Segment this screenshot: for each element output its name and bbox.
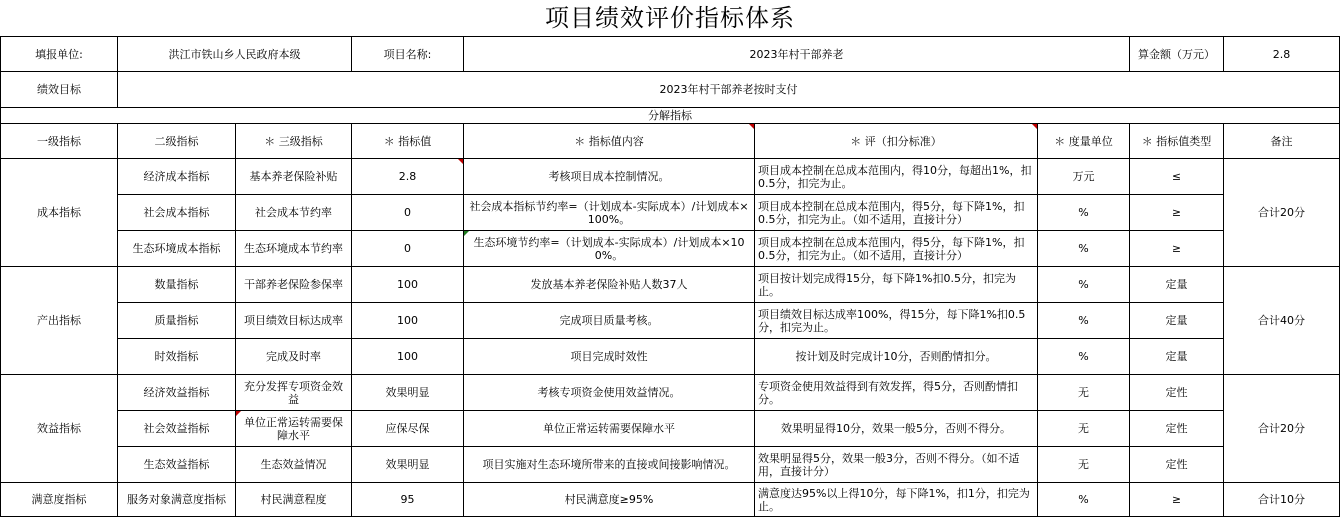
note-cell: 合计40分	[1224, 267, 1340, 375]
note-cell: 合计20分	[1224, 375, 1340, 483]
level2-cell: 生态效益指标	[118, 447, 236, 483]
standard-cell: 项目成本控制在总成本范围内，得10分，每超出1%，扣0.5分，扣完为止。	[755, 159, 1038, 195]
level2-cell: 经济效益指标	[118, 375, 236, 411]
type-cell: 定性	[1130, 447, 1224, 483]
level1-cell: 产出指标	[1, 267, 118, 375]
unit-cell: %	[1038, 231, 1130, 267]
type-cell: ≥	[1130, 483, 1224, 517]
type-cell: ≤	[1130, 159, 1224, 195]
type-cell: 定量	[1130, 267, 1224, 303]
level3-cell: 生态环境成本节约率	[236, 231, 352, 267]
note-cell: 合计10分	[1224, 483, 1340, 517]
unit-value: 洪江市铁山乡人民政府本级	[118, 37, 352, 72]
unit-cell: %	[1038, 267, 1130, 303]
note-cell: 合计20分	[1224, 159, 1340, 267]
level2-cell: 数量指标	[118, 267, 236, 303]
column-header-row	[1, 124, 1340, 159]
level3-cell: 村民满意程度	[236, 483, 352, 517]
unit-cell: 无	[1038, 447, 1130, 483]
section-row	[1, 108, 1340, 124]
content-cell: 考核项目成本控制情况。	[464, 159, 755, 195]
unit-cell: 无	[1038, 411, 1130, 447]
level2-cell: 时效指标	[118, 339, 236, 375]
type-cell: 定性	[1130, 411, 1224, 447]
level3-cell: 基本养老保险补贴	[236, 159, 352, 195]
column-header: ＊ 指标值类型	[1130, 124, 1224, 159]
unit-cell: %	[1038, 303, 1130, 339]
table-row	[1, 303, 1340, 339]
level3-cell: 项目绩效目标达成率	[236, 303, 352, 339]
type-cell: ≥	[1130, 231, 1224, 267]
page-title: 项目绩效评价指标体系	[545, 4, 795, 32]
content-cell: 单位正常运转需要保障水平	[464, 411, 755, 447]
unit-cell: 万元	[1038, 159, 1130, 195]
value-cell: 2.8	[352, 159, 464, 195]
unit-cell: %	[1038, 339, 1130, 375]
content-cell: 村民满意度≥95%	[464, 483, 755, 517]
content-cell: 社会成本指标节约率=（计划成本-实际成本）/计划成本×100%。	[464, 195, 755, 231]
column-header: 一级指标	[1, 124, 118, 159]
value-cell: 100	[352, 303, 464, 339]
standard-cell: 满意度达95%以上得10分，每下降1%，扣1分，扣完为止。	[755, 483, 1038, 517]
type-cell: 定量	[1130, 339, 1224, 375]
level3-cell: 完成及时率	[236, 339, 352, 375]
goal-label: 绩效目标	[1, 72, 118, 108]
level2-cell: 质量指标	[118, 303, 236, 339]
value-cell: 效果明显	[352, 375, 464, 411]
table-row	[1, 411, 1340, 447]
table-row	[1, 375, 1340, 411]
project-value: 2023年村干部养老	[464, 37, 1130, 72]
level1-cell: 成本指标	[1, 159, 118, 267]
level2-cell: 社会成本指标	[118, 195, 236, 231]
value-cell: 0	[352, 231, 464, 267]
level2-cell: 社会效益指标	[118, 411, 236, 447]
table-row	[1, 195, 1340, 231]
content-cell: 项目完成时效性	[464, 339, 755, 375]
type-cell: ≥	[1130, 195, 1224, 231]
standard-cell: 项目成本控制在总成本范围内，得5分，每下降1%，扣0.5分，扣完为止。（如不适用，直接计分）	[755, 231, 1038, 267]
level1-cell: 效益指标	[1, 375, 118, 483]
value-cell: 0	[352, 195, 464, 231]
column-header: 二级指标	[118, 124, 236, 159]
goal-row	[1, 72, 1340, 108]
level3-cell: 干部养老保险参保率	[236, 267, 352, 303]
table-row	[1, 159, 1340, 195]
goal-value: 2023年村干部养老按时支付	[118, 72, 1340, 108]
indicator-table	[0, 36, 1340, 517]
level3-cell: 生态效益情况	[236, 447, 352, 483]
value-cell: 95	[352, 483, 464, 517]
level3-cell: 社会成本节约率	[236, 195, 352, 231]
level3-cell: 充分发挥专项资金效益	[236, 375, 352, 411]
standard-cell: 专项资金使用效益得到有效发挥，得5分，否则酌情扣分。	[755, 375, 1038, 411]
level1-cell: 满意度指标	[1, 483, 118, 517]
level2-cell: 服务对象满意度指标	[118, 483, 236, 517]
content-cell: 完成项目质量考核。	[464, 303, 755, 339]
unit-cell: 无	[1038, 375, 1130, 411]
header-row	[1, 37, 1340, 72]
value-cell: 100	[352, 267, 464, 303]
project-label: 项目名称:	[352, 37, 464, 72]
unit-cell: %	[1038, 483, 1130, 517]
unit-label: 填报单位:	[1, 37, 118, 72]
content-cell: 生态环境节约率=（计划成本-实际成本）/计划成本×100%。	[464, 231, 755, 267]
column-header: ＊ 三级指标	[236, 124, 352, 159]
column-header: ＊ 指标值	[352, 124, 464, 159]
table-row	[1, 339, 1340, 375]
content-cell: 项目实施对生态环境所带来的直接或间接影响情况。	[464, 447, 755, 483]
column-header: ＊ 度量单位	[1038, 124, 1130, 159]
budget-value: 2.8	[1224, 37, 1340, 72]
content-cell: 考核专项资金使用效益情况。	[464, 375, 755, 411]
table-row	[1, 267, 1340, 303]
level2-cell: 生态环境成本指标	[118, 231, 236, 267]
table-row	[1, 231, 1340, 267]
standard-cell: 按计划及时完成计10分，否则酌情扣分。	[755, 339, 1038, 375]
value-cell: 100	[352, 339, 464, 375]
value-cell: 效果明显	[352, 447, 464, 483]
standard-cell: 效果明显得10分，效果一般5分，否则不得分。	[755, 411, 1038, 447]
type-cell: 定量	[1130, 303, 1224, 339]
table-row	[1, 483, 1340, 517]
level2-cell: 经济成本指标	[118, 159, 236, 195]
unit-cell: %	[1038, 195, 1130, 231]
standard-cell: 效果明显得5分，效果一般3分，否则不得分。（如不适用，直接计分）	[755, 447, 1038, 483]
type-cell: 定性	[1130, 375, 1224, 411]
standard-cell: 项目成本控制在总成本范围内，得5分，每下降1%，扣0.5分，扣完为止。（如不适用，直接计分）	[755, 195, 1038, 231]
column-header: ＊ 指标值内容	[464, 124, 755, 159]
content-cell: 发放基本养老保险补贴人数37人	[464, 267, 755, 303]
level3-cell: 单位正常运转需要保障水平	[236, 411, 352, 447]
table-row	[1, 447, 1340, 483]
standard-cell: 项目绩效目标达成率100%，得15分，每下降1%扣0.5分，扣完为止。	[755, 303, 1038, 339]
standard-cell: 项目按计划完成得15分，每下降1%扣0.5分，扣完为止。	[755, 267, 1038, 303]
column-header: 备注	[1224, 124, 1340, 159]
value-cell: 应保尽保	[352, 411, 464, 447]
section-label: 分解指标	[1, 108, 1340, 124]
budget-label: 算金额（万元）	[1130, 37, 1224, 72]
column-header: ＊ 评（扣分标准）	[755, 124, 1038, 159]
